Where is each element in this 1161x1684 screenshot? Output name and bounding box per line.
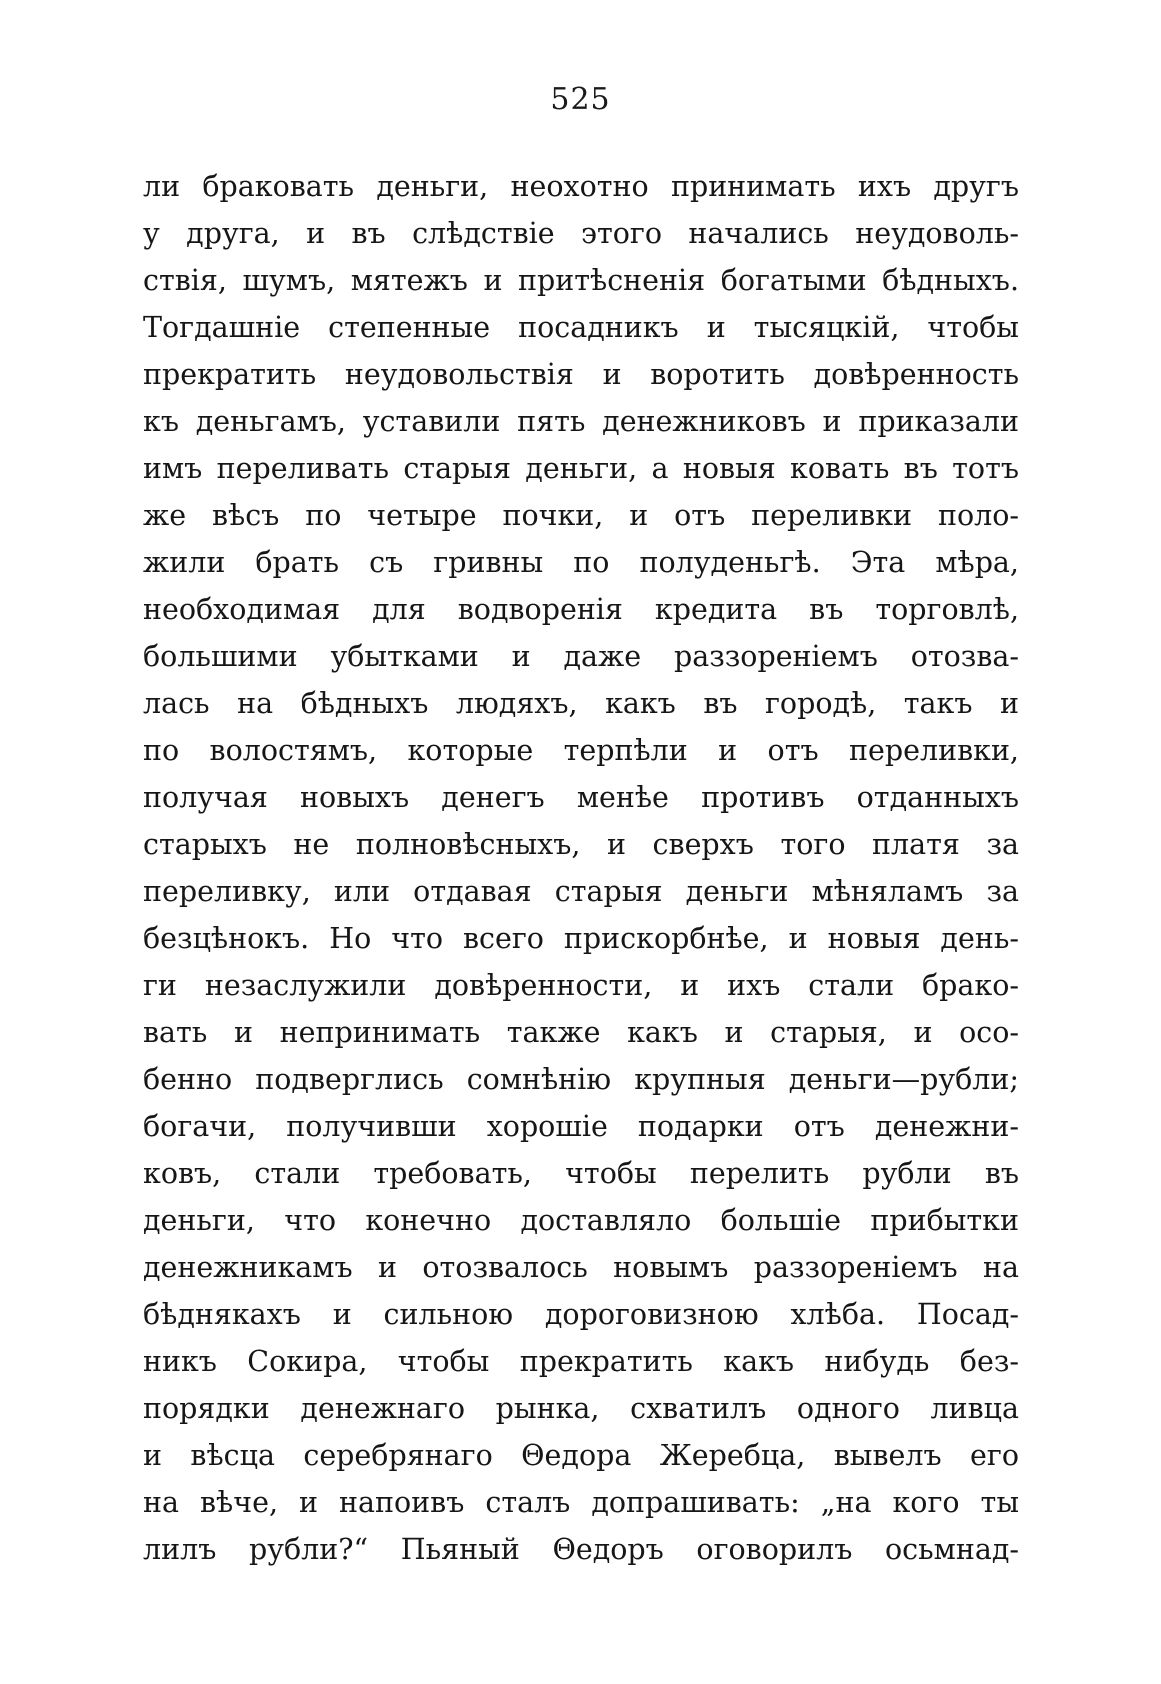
text-line: ли браковать деньги, неохотно принимать ихъ другъ [143,170,1019,203]
page-number: 525 [550,82,611,117]
text-line: къ деньгамъ, уставили пять денежниковъ и приказали [143,405,1019,438]
text-line: старыхъ не полновѣсныхъ, и сверхъ того платя за [143,828,1019,861]
text-line: большими убытками и даже раззореніемъ отозва- [143,640,1019,673]
body-text [143,163,1019,1573]
text-line: порядки денежнаго рынка, схватилъ одного ливца [143,1392,1019,1425]
text-line: имъ переливать старыя деньги, а новыя ковать въ тотъ [143,452,1019,485]
text-line: ги незаслужили довѣренности, и ихъ стали брако- [143,969,1019,1002]
text-line: лилъ рубли?“ Пьяный Θедоръ оговорилъ осьмнад- [143,1533,1019,1566]
text-line: бенно подверглись сомнѣнію крупныя деньги—рубли; [143,1063,1019,1096]
text-line: необходимая для водворенія кредита въ торговлѣ, [143,593,1019,626]
text-line: бѣднякахъ и сильною дороговизною хлѣба. Посад- [143,1298,1019,1331]
text-line: у друга, и въ слѣдствіе этого начались неудоволь- [143,217,1019,250]
text-line: на вѣче, и напоивъ сталъ допрашивать: „на кого ты [143,1486,1019,1519]
text-line: получая новыхъ денегъ менѣе противъ отданныхъ [143,781,1019,814]
text-line: жили брать съ гривны по полуденьгѣ. Эта мѣра, [143,546,1019,579]
text-line: прекратить неудовольствія и воротить довѣренность [143,358,1019,391]
text-line: богачи, получивши хорошіе подарки отъ денежни- [143,1110,1019,1143]
text-line: никъ Сокира, чтобы прекратить какъ нибудь без- [143,1345,1019,1378]
text-line: переливку, или отдавая старыя деньги мѣняламъ за [143,875,1019,908]
text-line: и вѣсца серебрянаго Θедора Жеребца, вывелъ его [143,1439,1019,1472]
text-line: денежникамъ и отозвалось новымъ раззореніемъ на [143,1251,1019,1284]
text-line: безцѣнокъ. Но что всего прискорбнѣе, и новыя день- [143,922,1019,955]
text-line: лась на бѣдныхъ людяхъ, какъ въ городѣ, такъ и [143,687,1019,720]
text-line: же вѣсъ по четыре почки, и отъ переливки поло- [143,499,1019,532]
text-line: вать и непринимать также какъ и старыя, и осо- [143,1016,1019,1049]
text-line: по волостямъ, которые терпѣли и отъ переливки, [143,734,1019,767]
text-line: ствія, шумъ, мятежъ и притѣсненія богатыми бѣдныхъ. [143,264,1019,297]
text-line: ковъ, стали требовать, чтобы перелить рубли въ [143,1157,1019,1190]
text-line: деньги, что конечно доставляло большіе прибытки [143,1204,1019,1237]
text-line: Тогдашніе степенные посадникъ и тысяцкій, чтобы [143,311,1019,344]
